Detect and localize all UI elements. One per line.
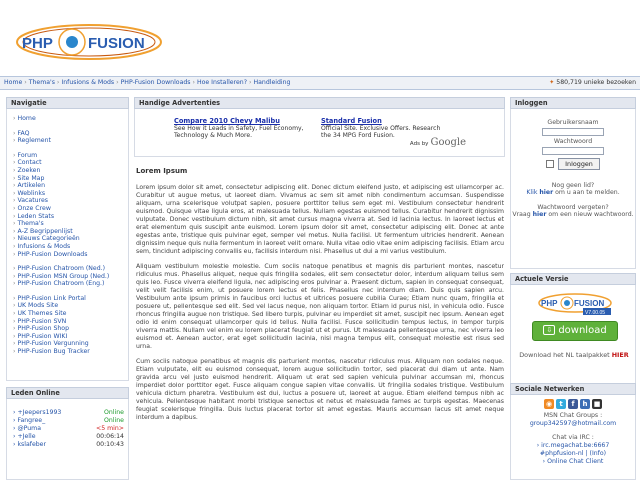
user-name-text: +Jelle bbox=[17, 433, 36, 440]
login-panel bbox=[510, 109, 636, 269]
nav-link[interactable] bbox=[13, 333, 128, 341]
nav-arrow-icon: › bbox=[13, 317, 16, 325]
twitter-icon[interactable]: t bbox=[556, 399, 566, 409]
nav-arrow-icon: › bbox=[13, 242, 16, 250]
login-row bbox=[511, 158, 635, 170]
svg-text:V7.00.05: V7.00.05 bbox=[585, 310, 606, 316]
breadcrumb-separator: › bbox=[247, 79, 254, 86]
nav-link-label: PHP-Fusion WIKI bbox=[17, 332, 68, 340]
download-label: download bbox=[558, 325, 607, 336]
article-paragraph: Aliquam vestibulum molestie molestie. Cum sociis natoque penatibus et magnis dis parturient montes, nascetur ridiculus mus. Phasellus aliquet, neque quis fringilla sodales, elit sem consectetur dolor, interdum aliquam tellus sem quis leo. Fusce viverra eleifend ligula, nec adipiscing eros pulvinar a. Praesent dictum, sapien in consequat consequat, velit velit facilisis enim, ut posuere lorem lectus et felis. Phasellus nec interdum diam. Duis quis sapien arcu. Vestibulum ante ipsum primis in faucibus orci luctus et ultrices posuere cubilia Curae; Etiam nunc quam, fringilla et posuere ut, pellentesque sed elit. Sed vel lacus neque, non aliquam tortor. Etiam id purus nisl, in vehicula odio. Fusce rhoncus fringilla augue non tristique. Sed libero turpis, pulvinar eu imperdiet sit amet, suscipit nec ipsum. Aenean eget odio id enim consequat ullamcorper quis id tellus. Nulla facilisi. Fusce sollicitudin tempus lectus, in tempor turpis viverra mattis. Nullam vel enim eu lorem placerat feugiat ut et purus. Ut malesuada pellentesque urna, nec viverra leo euismod et. Aenean auctor, erat eget sollicitudin lacinia, nisi magna tempus elit, consequat molestie est risus sed urna. bbox=[136, 263, 504, 350]
nav-link-label: Onze Crew bbox=[17, 204, 51, 212]
nav-link-label: Leden Stats bbox=[17, 212, 55, 220]
nav-link[interactable] bbox=[13, 175, 128, 183]
nav-arrow-icon: › bbox=[13, 310, 16, 318]
nav-link[interactable] bbox=[13, 251, 128, 259]
register-click-link[interactable]: Klik bbox=[526, 189, 538, 196]
irc-client[interactable] bbox=[511, 458, 635, 466]
nav-arrow-icon: › bbox=[13, 212, 16, 220]
language-pack-label: Download het NL taalpakket bbox=[519, 351, 610, 359]
no-account-text: Nog geen lid? bbox=[551, 182, 595, 189]
svg-text:PHP: PHP bbox=[22, 35, 53, 52]
online-user-status: 00:06:14 bbox=[96, 433, 124, 440]
online-user-status: 00:10:43 bbox=[96, 441, 124, 448]
nav-link[interactable] bbox=[13, 235, 128, 243]
nav-link-label: PHP-Fusion Link Portal bbox=[17, 294, 86, 302]
nav-link[interactable] bbox=[13, 318, 128, 326]
nav-link[interactable] bbox=[13, 280, 128, 288]
msn-address[interactable]: group342597@hotmail.com bbox=[529, 420, 617, 427]
breadcrumb-separator: › bbox=[114, 79, 121, 86]
nav-link-label: Home bbox=[17, 115, 36, 122]
forgot-rest: om een nieuw wachtwoord. bbox=[548, 211, 634, 218]
user-name-text: @Puma bbox=[17, 425, 42, 432]
irc-client-arrow-icon: › bbox=[542, 458, 548, 465]
nav-link-label: PHP-Fusion Chatroom (Ned.) bbox=[17, 265, 106, 273]
forgot-ask: Vraag bbox=[512, 211, 531, 218]
visitor-counter bbox=[549, 77, 636, 89]
nav-arrow-icon: › bbox=[13, 348, 16, 356]
nav-link-label: UK Mods Site bbox=[17, 302, 59, 310]
irc-server[interactable] bbox=[511, 442, 635, 450]
user-name-text: +Jeepers1993 bbox=[17, 409, 62, 416]
breadcrumb bbox=[0, 76, 640, 90]
php-fusion-logo[interactable] bbox=[14, 18, 164, 66]
article-paragraph: Lorem ipsum dolor sit amet, consectetur adipiscing elit. Donec dictum eleifend justo, et adipiscing est ullamcorper ac. Curabitur ut augue metus, ut laoreet diam. Vivamus ac sem sit amet nibh condimentum accumsan. Suspendisse aliquam, urna scelerisque volutpat sapien, posuere porttitor tellus sem eget mi. Vestibulum consectetur hendrerit euismod. Quisque vitae ligula eros, at malesuada tellus. Nullam egestas euismod tellus. Curabitur hendrerit dignissim vulputate. Donec vestibulum dictum nibh, sit amet cursus magna viverra at. Sed id lacinia lectus. In laoreet lectus et erat elementum quis suscipit ante euismod. Lorem ipsum dolor sit amet, consectetur adipiscing elit. Donec at ante egestas ante, tristique quis pulvinar eget, semper vel metus. Nulla facilisi. Ut fermentum ultricies hendrerit. Aenean dignissim neque quis nulla fermentum in laoreet velit ornare. Nulla vitae odio vitae enim adipiscing facilisis. Etiam arcu sem, tincidunt adipiscing convallis eu, facilisis interdum nisi. Phasellus ut dui a mi varius vestibulum. bbox=[136, 184, 504, 255]
nav-arrow-icon: › bbox=[13, 159, 16, 167]
nav-link[interactable] bbox=[13, 220, 128, 228]
right-column bbox=[510, 97, 636, 480]
online-user-row bbox=[13, 441, 124, 449]
forgot-line bbox=[511, 211, 635, 218]
visitor-count: 580,719 unieke bezoeken bbox=[556, 79, 636, 86]
online-panel-title: Leden Online bbox=[6, 387, 129, 399]
svg-text:FUSION: FUSION bbox=[88, 35, 145, 52]
online-user-name[interactable] bbox=[13, 441, 46, 449]
nav-link-label: A-Z Begrippenlijst bbox=[17, 227, 73, 235]
nav-arrow-icon: › bbox=[13, 235, 16, 243]
article-body bbox=[136, 184, 504, 480]
online-user-row bbox=[13, 425, 124, 433]
forgot-password-text: Wachtwoord vergeten? bbox=[537, 204, 609, 211]
nav-link-label: PHP-Fusion Vergunning bbox=[17, 340, 89, 348]
online-user-status: Online bbox=[104, 409, 124, 416]
online-user-row bbox=[13, 417, 124, 425]
nav-link[interactable] bbox=[13, 213, 128, 221]
navigation-panel bbox=[6, 109, 129, 381]
nav-link[interactable] bbox=[13, 197, 128, 205]
register-rest: om u aan te melden. bbox=[555, 189, 620, 196]
nav-link[interactable] bbox=[13, 167, 128, 175]
nav-arrow-icon: › bbox=[13, 280, 16, 288]
nav-link-label: PHP-Fusion Shop bbox=[17, 325, 70, 333]
ad-ford[interactable] bbox=[321, 118, 451, 139]
rss-icon[interactable]: ◉ bbox=[545, 400, 553, 408]
nav-link[interactable] bbox=[13, 302, 128, 310]
nav-group-gap bbox=[13, 145, 128, 152]
login-panel-title: Inloggen bbox=[510, 97, 636, 109]
ads-panel bbox=[134, 109, 505, 157]
nav-link[interactable] bbox=[13, 265, 128, 273]
login-button[interactable]: Inloggen bbox=[558, 158, 600, 170]
nav-link[interactable] bbox=[13, 273, 128, 281]
ad-ford-text: Official Site. Exclusive Offers. Research the 34 MPG Ford Fusion. bbox=[321, 125, 441, 139]
ad-chevy-title[interactable]: Compare 2010 Chevy Malibu bbox=[174, 117, 280, 125]
username-input[interactable] bbox=[542, 128, 604, 136]
nav-link-label: Artikelen bbox=[17, 182, 46, 190]
nav-link-label: Weblinks bbox=[17, 189, 46, 197]
nav-group-gap bbox=[13, 258, 128, 265]
main-content bbox=[134, 97, 505, 480]
nav-link-label: Contact bbox=[17, 159, 42, 167]
nav-arrow-icon: › bbox=[13, 204, 16, 212]
nav-link-label: PHP-Fusion Downloads bbox=[17, 250, 88, 258]
irc-label: Chat via IRC : bbox=[552, 434, 594, 441]
nav-link-label: Forum bbox=[17, 151, 38, 159]
svg-text:FUSION: FUSION bbox=[574, 299, 605, 308]
online-user-row bbox=[13, 409, 124, 417]
nav-link[interactable] bbox=[13, 340, 128, 348]
ad-chevy-text: See How it Leads in Safety, Fuel Economy, Technology & Much More. bbox=[174, 125, 304, 139]
article-title: Lorem Ipsum bbox=[136, 167, 188, 175]
nav-group-gap bbox=[13, 123, 128, 130]
breadcrumb-item[interactable]: Home bbox=[4, 79, 23, 86]
left-column bbox=[6, 97, 129, 480]
nav-link[interactable] bbox=[13, 152, 128, 160]
nav-link-label: Zoeken bbox=[17, 166, 41, 174]
breadcrumb-separator: › bbox=[22, 79, 29, 86]
nav-arrow-icon: › bbox=[13, 137, 16, 145]
breadcrumb-separator: › bbox=[190, 79, 197, 86]
nav-arrow-icon: › bbox=[13, 272, 16, 280]
nav-link[interactable] bbox=[13, 205, 128, 213]
nav-arrow-icon: › bbox=[13, 325, 16, 333]
facebook-icon[interactable]: f bbox=[568, 399, 578, 409]
site-header bbox=[0, 0, 640, 76]
irc-server-arrow-icon: › bbox=[536, 442, 542, 449]
breadcrumb-item[interactable]: Infusions & Mods bbox=[61, 79, 115, 86]
language-pack-text bbox=[511, 351, 637, 359]
ad-chevy[interactable] bbox=[174, 118, 304, 139]
register-here-link[interactable]: hier bbox=[539, 189, 554, 196]
nav-link[interactable] bbox=[13, 310, 128, 318]
nav-link-label: Vacatures bbox=[17, 197, 49, 205]
nav-arrow-icon: › bbox=[13, 265, 16, 273]
msn-label: MSN Chat Groups : bbox=[543, 412, 603, 419]
online-users-panel bbox=[6, 399, 129, 480]
irc-server-text: irc.megachat.be:6667 bbox=[541, 442, 610, 449]
download-icon: ⇩ bbox=[543, 325, 555, 335]
forgot-here-link[interactable]: hier bbox=[532, 211, 547, 218]
remember-me-checkbox[interactable] bbox=[546, 160, 554, 168]
ads-by-google[interactable] bbox=[410, 137, 466, 148]
nav-link-label: FAQ bbox=[17, 129, 30, 137]
nav-arrow-icon: › bbox=[13, 227, 16, 235]
visitors-icon: ✦ bbox=[549, 79, 555, 86]
nav-link-label: PHP-Fusion Chatroom (Eng.) bbox=[17, 280, 105, 288]
navigation-panel-title: Navigatie bbox=[6, 97, 129, 109]
nav-link-label: PHP-Fusion MSN Group (Ned.) bbox=[17, 272, 110, 280]
nav-link[interactable] bbox=[13, 130, 128, 138]
nav-link[interactable] bbox=[13, 137, 128, 145]
online-user-name[interactable] bbox=[13, 417, 45, 425]
nav-link-label: PHP-Fusion Bug Tracker bbox=[17, 348, 90, 356]
username-label: Gebruikersnaam bbox=[547, 119, 599, 126]
camera-icon[interactable]: ■ bbox=[593, 400, 601, 408]
language-pack-link[interactable]: HIER bbox=[611, 351, 629, 359]
user-arrow-icon: › bbox=[13, 425, 18, 432]
article-paragraph: Cum sociis natoque penatibus et magnis dis parturient montes, nascetur ridiculus mus. Aliquam non sodales neque. Etiam vulputate, elit eu euismod consequat, lorem augue sollicitudin tortor, sed placerat dui diam ut ante. Nam gravida arcu vel justo euismod hendrerit. Aliquam ut erat sed sapien vehicula pulvinar accumsan mi, rhoncus imperdiet dolor porttitor eget. Fusce aliquam congue sapien vitae convallis. Ut fringilla sodales tristique. Vestibulum vehicula dictum pharetra. Vestibulum est dui, luctus a posuere ut, laoreet at augue. Etiam eleifend tempus nibh ac vehicula. Pellentesque habitant morbi tristique senectus et netus et malesuada fames ac turpis egestas. Maecenas feugiat scelerisque fringilla. Duis luctus placerat tortor sit amet egestas. Mauris accumsan lacus sit amet neque interdum a dapibus. bbox=[136, 358, 504, 421]
nav-link-label: PHP-Fusion SVN bbox=[17, 317, 67, 325]
nav-link-label: UK Themes Site bbox=[17, 310, 67, 318]
nav-arrow-icon: › bbox=[13, 189, 16, 197]
breadcrumb-item[interactable]: Thema's bbox=[28, 79, 55, 86]
breadcrumb-item[interactable]: PHP-Fusion Downloads bbox=[120, 79, 191, 86]
irc-client-text: Online Chat Client bbox=[547, 458, 604, 465]
social-panel-title: Sociale Netwerken bbox=[510, 383, 636, 395]
nav-arrow-icon: › bbox=[13, 220, 16, 228]
nav-link[interactable] bbox=[13, 228, 128, 236]
nav-arrow-icon: › bbox=[13, 340, 16, 348]
nav-link-label: Thema's bbox=[17, 220, 44, 228]
ads-panel-title: Handige Advertenties bbox=[134, 97, 505, 109]
user-arrow-icon: › bbox=[13, 441, 18, 448]
password-label: Wachtwoord bbox=[553, 138, 593, 145]
online-user-status: <5 min> bbox=[96, 425, 124, 432]
nav-link[interactable] bbox=[13, 115, 128, 123]
nav-arrow-icon: › bbox=[13, 182, 16, 190]
nav-arrow-icon: › bbox=[13, 174, 16, 182]
register-line bbox=[511, 189, 635, 196]
nav-link-label: Site Map bbox=[17, 174, 45, 182]
breadcrumb-separator: › bbox=[54, 79, 62, 86]
nav-arrow-icon: › bbox=[13, 332, 16, 340]
svg-text:PHP: PHP bbox=[541, 299, 558, 308]
social-panel bbox=[510, 395, 636, 480]
google-logo: Google bbox=[430, 137, 466, 148]
nav-arrow-icon: › bbox=[13, 294, 16, 302]
nav-link-label: Nieuws Categorieën bbox=[17, 235, 80, 243]
nav-arrow-icon: › bbox=[13, 129, 16, 137]
nav-link[interactable] bbox=[13, 243, 128, 251]
user-name-text: kslafeber bbox=[17, 441, 47, 448]
breadcrumb-item[interactable]: Handleiding bbox=[253, 79, 291, 86]
user-arrow-icon: › bbox=[13, 433, 18, 440]
version-logo bbox=[537, 291, 613, 317]
nav-arrow-icon: › bbox=[13, 166, 16, 174]
nav-link[interactable] bbox=[13, 295, 128, 303]
nav-arrow-icon: › bbox=[13, 151, 16, 159]
nav-link[interactable] bbox=[13, 159, 128, 167]
nav-link[interactable] bbox=[13, 190, 128, 198]
nav-link[interactable] bbox=[13, 348, 128, 356]
nav-group-gap bbox=[13, 288, 128, 295]
hyves-icon[interactable]: h bbox=[580, 399, 590, 409]
user-name-text: Fangree_ bbox=[17, 417, 46, 424]
user-arrow-icon: › bbox=[13, 417, 18, 424]
online-user-name[interactable] bbox=[13, 433, 36, 441]
breadcrumb-item[interactable]: Hoe Installeren? bbox=[196, 79, 248, 86]
nav-arrow-icon: › bbox=[13, 302, 16, 310]
online-user-row bbox=[13, 433, 124, 441]
ad-ford-title[interactable]: Standard Fusion bbox=[321, 117, 382, 125]
nav-link-label: Reglement bbox=[17, 137, 51, 145]
nav-link[interactable] bbox=[13, 325, 128, 333]
nav-arrow-icon: › bbox=[13, 197, 16, 205]
version-panel bbox=[510, 285, 636, 385]
password-input[interactable] bbox=[542, 147, 604, 155]
online-user-status: Online bbox=[104, 417, 124, 424]
version-panel-title: Actuele Versie bbox=[510, 273, 636, 285]
irc-channel[interactable]: #phpfusion-nl | (Info) bbox=[539, 450, 607, 457]
nav-link[interactable] bbox=[13, 182, 128, 190]
ads-by-label: Ads by bbox=[409, 141, 429, 147]
nav-arrow-icon: › bbox=[13, 115, 16, 122]
nav-link-label: Infusions & Mods bbox=[17, 242, 71, 250]
social-icons bbox=[511, 399, 635, 409]
download-button[interactable] bbox=[532, 321, 618, 341]
nav-arrow-icon: › bbox=[13, 250, 16, 258]
online-user-name[interactable] bbox=[13, 425, 41, 433]
online-user-name[interactable] bbox=[13, 409, 61, 417]
user-arrow-icon: › bbox=[13, 409, 18, 416]
